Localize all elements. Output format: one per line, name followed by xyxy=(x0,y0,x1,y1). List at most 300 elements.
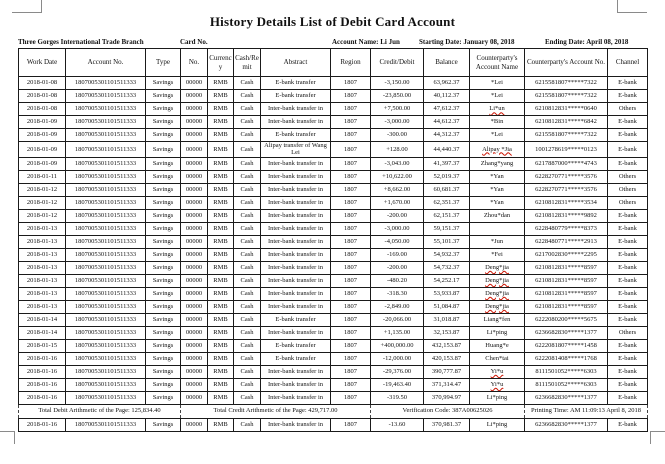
cell-abstract: Inter-bank transfer in xyxy=(261,287,331,300)
cell-cash-remit: Cash xyxy=(234,170,261,183)
cell-currency: RMB xyxy=(208,365,234,378)
cell-abstract: Inter-bank transfer in xyxy=(261,196,331,209)
cell-balance: 40,112.37 xyxy=(424,90,470,103)
cell-type: Savings xyxy=(146,222,181,235)
cell-channel: E-bank xyxy=(608,222,648,235)
cell-no: 00000 xyxy=(181,157,208,170)
cell-no: 00000 xyxy=(181,287,208,300)
table-row xyxy=(19,391,648,404)
cell-abstract: Inter-bank transfer in xyxy=(261,222,331,235)
cell-type: Savings xyxy=(146,77,181,90)
cell-work-date: 2018-01-13 xyxy=(19,287,66,300)
cell-balance: 370,981.37 xyxy=(424,418,470,431)
cell-channel: E-bank xyxy=(608,261,648,274)
table-row xyxy=(19,352,648,365)
cell-counterparty-account-no: 1001278619*****0123 xyxy=(525,142,608,158)
cell-cash-remit: Cash xyxy=(234,103,261,116)
cell-counterparty-account-no: 6222081408*****1768 xyxy=(525,352,608,365)
cell-no: 00000 xyxy=(181,103,208,116)
cell-region: 1807 xyxy=(331,129,371,142)
cell-balance: 370,994.97 xyxy=(424,391,470,404)
cell-cash-remit: Cash xyxy=(234,326,261,339)
col-header-counterparty-name: Counterparty's Account Name xyxy=(470,49,525,77)
cell-credit-debit: +8,662.00 xyxy=(371,183,424,196)
cell-credit-debit: +1,670.00 xyxy=(371,196,424,209)
cell-region: 1807 xyxy=(331,300,371,313)
cell-balance: 32,153.87 xyxy=(424,326,470,339)
cell-no: 00000 xyxy=(181,339,208,352)
cell-currency: RMB xyxy=(208,90,234,103)
col-header-counterparty-account-no: Counterparty's Account No. xyxy=(525,49,608,77)
col-header-work-date: Work Date xyxy=(19,49,66,77)
cell-work-date: 2018-01-16 xyxy=(19,391,66,404)
cell-work-date: 2018-01-13 xyxy=(19,261,66,274)
table-row xyxy=(19,129,648,142)
cell-abstract: Inter-bank transfer in xyxy=(261,261,331,274)
cell-work-date: 2018-01-08 xyxy=(19,77,66,90)
cell-region: 1807 xyxy=(331,77,371,90)
table-row xyxy=(19,326,648,339)
cell-balance: 371,314.47 xyxy=(424,378,470,391)
cell-currency: RMB xyxy=(208,116,234,129)
table-header-row xyxy=(19,49,648,77)
cell-account-no: 1807005301101511333 xyxy=(66,129,146,142)
cell-cash-remit: Cash xyxy=(234,183,261,196)
cell-currency: RMB xyxy=(208,313,234,326)
cell-account-no: 1807005301101511333 xyxy=(66,183,146,196)
cell-region: 1807 xyxy=(331,157,371,170)
cell-type: Savings xyxy=(146,365,181,378)
page-title: History Details List of Debit Card Account xyxy=(209,14,456,29)
cell-abstract: Inter-bank transfer in xyxy=(261,300,331,313)
cell-counterparty-account-no: 6222081807*****1458 xyxy=(525,339,608,352)
cell-balance: 44,612.37 xyxy=(424,116,470,129)
cell-region: 1807 xyxy=(331,339,371,352)
cell-work-date: 2018-01-12 xyxy=(19,209,66,222)
cell-currency: RMB xyxy=(208,157,234,170)
card-no-label: Card No. xyxy=(180,38,208,46)
cell-cash-remit: Cash xyxy=(234,196,261,209)
cell-account-no: 1807005301101511333 xyxy=(66,209,146,222)
cell-channel: E-bank xyxy=(608,313,648,326)
cell-balance: 54,252.17 xyxy=(424,274,470,287)
cell-type: Savings xyxy=(146,391,181,404)
cell-counterparty-account-no: 6217002830*****2295 xyxy=(525,248,608,261)
cell-abstract: E-bank transfer xyxy=(261,129,331,142)
col-header-channel: Channel xyxy=(608,49,648,77)
cell-channel: E-bank xyxy=(608,142,648,158)
cell-account-no: 1807005301101511333 xyxy=(66,170,146,183)
starting-date: Starting Date: January 08, 2018 xyxy=(419,38,515,46)
total-debit: Total Debit Arithmetic of the Page: 125,834.40 xyxy=(19,404,181,418)
table-row xyxy=(19,300,648,313)
cell-counterparty-account-no: 6210812831*****8597 xyxy=(525,261,608,274)
col-header-credit-debit: Credit/Debit xyxy=(371,49,424,77)
cell-no: 00000 xyxy=(181,300,208,313)
cell-abstract: Inter-bank transfer in xyxy=(261,274,331,287)
cell-counterparty-account-no: 6228480779*****8373 xyxy=(525,222,608,235)
cell-balance: 51,084.87 xyxy=(424,300,470,313)
cell-account-no: 1807005301101511333 xyxy=(66,116,146,129)
cell-abstract: Inter-bank transfer in xyxy=(261,235,331,248)
cell-work-date: 2018-01-16 xyxy=(19,365,66,378)
cell-region: 1807 xyxy=(331,326,371,339)
cell-account-no: 1807005301101511333 xyxy=(66,274,146,287)
cell-no: 00000 xyxy=(181,391,208,404)
cell-region: 1807 xyxy=(331,170,371,183)
cell-region: 1807 xyxy=(331,90,371,103)
cell-credit-debit: -318.30 xyxy=(371,287,424,300)
cell-account-no: 1807005301101511333 xyxy=(66,77,146,90)
cell-region: 1807 xyxy=(331,274,371,287)
cell-work-date: 2018-01-16 xyxy=(19,418,66,431)
cell-region: 1807 xyxy=(331,116,371,129)
table-row xyxy=(19,170,648,183)
cell-channel: Others xyxy=(608,196,648,209)
cell-type: Savings xyxy=(146,90,181,103)
cell-balance: 62,351.37 xyxy=(424,196,470,209)
col-header-cash-remit: Cash/Remit xyxy=(234,49,261,77)
cell-no: 00000 xyxy=(181,129,208,142)
cell-currency: RMB xyxy=(208,129,234,142)
cell-counterparty-name: Zhang*yang xyxy=(470,157,525,170)
cell-credit-debit: -12,000.00 xyxy=(371,352,424,365)
cell-region: 1807 xyxy=(331,261,371,274)
cell-account-no: 1807005301101511333 xyxy=(66,222,146,235)
cell-cash-remit: Cash xyxy=(234,365,261,378)
cell-balance: 53,933.87 xyxy=(424,287,470,300)
cell-account-no: 1807005301101511333 xyxy=(66,196,146,209)
cell-currency: RMB xyxy=(208,326,234,339)
cell-channel: E-bank xyxy=(608,77,648,90)
cell-abstract: Inter-bank transfer in xyxy=(261,209,331,222)
cell-credit-debit: -23,850.00 xyxy=(371,90,424,103)
cell-region: 1807 xyxy=(331,365,371,378)
cell-balance: 44,312.37 xyxy=(424,129,470,142)
cell-abstract: Inter-bank transfer in xyxy=(261,157,331,170)
cell-type: Savings xyxy=(146,142,181,158)
cell-counterparty-account-no: 6228270771*****3576 xyxy=(525,183,608,196)
cell-account-no: 1807005301101511333 xyxy=(66,339,146,352)
table-row xyxy=(19,157,648,170)
cell-channel: E-bank xyxy=(608,116,648,129)
cell-channel: E-bank xyxy=(608,248,648,261)
cell-credit-debit: -20,066.00 xyxy=(371,313,424,326)
cell-currency: RMB xyxy=(208,103,234,116)
cell-balance: 47,612.37 xyxy=(424,103,470,116)
cell-cash-remit: Cash xyxy=(234,248,261,261)
cell-currency: RMB xyxy=(208,248,234,261)
cell-abstract: Inter-bank transfer in xyxy=(261,183,331,196)
cell-balance: 60,681.37 xyxy=(424,183,470,196)
cell-currency: RMB xyxy=(208,287,234,300)
cell-counterparty-account-no: 6210812831*****8597 xyxy=(525,274,608,287)
cell-counterparty-name: Alipay *Jia xyxy=(470,142,525,158)
cell-counterparty-account-no: 6215581807*****7322 xyxy=(525,90,608,103)
cell-counterparty-name: Zhou*dan xyxy=(470,209,525,222)
cell-type: Savings xyxy=(146,103,181,116)
cell-counterparty-name: Deng*jia xyxy=(470,274,525,287)
table-row xyxy=(19,339,648,352)
cell-channel: E-bank xyxy=(608,391,648,404)
branch-name: Three Gorges International Trade Branch xyxy=(18,38,144,46)
cell-channel: Others xyxy=(608,183,648,196)
cell-counterparty-name: *Jun xyxy=(470,235,525,248)
cell-balance: 52,019.37 xyxy=(424,170,470,183)
cell-work-date: 2018-01-08 xyxy=(19,103,66,116)
table-row xyxy=(19,235,648,248)
cell-counterparty-name: Deng*jia xyxy=(470,261,525,274)
cell-type: Savings xyxy=(146,261,181,274)
cell-work-date: 2018-01-13 xyxy=(19,248,66,261)
table-row xyxy=(19,142,648,158)
cell-channel: Others xyxy=(608,326,648,339)
cell-type: Savings xyxy=(146,339,181,352)
cell-cash-remit: Cash xyxy=(234,157,261,170)
cell-no: 00000 xyxy=(181,196,208,209)
cell-no: 00000 xyxy=(181,365,208,378)
cell-work-date: 2018-01-16 xyxy=(19,378,66,391)
cell-currency: RMB xyxy=(208,209,234,222)
cell-account-no: 1807005301101511333 xyxy=(66,378,146,391)
transactions-table xyxy=(18,48,648,432)
cell-counterparty-account-no: 8111501052*****6303 xyxy=(525,378,608,391)
cell-type: Savings xyxy=(146,326,181,339)
table-row xyxy=(19,196,648,209)
cell-abstract: E-bank transfer xyxy=(261,313,331,326)
cell-credit-debit: -480.20 xyxy=(371,274,424,287)
cell-cash-remit: Cash xyxy=(234,235,261,248)
table-row xyxy=(19,365,648,378)
cell-account-no: 1807005301101511333 xyxy=(66,235,146,248)
cell-counterparty-name xyxy=(470,222,525,235)
cell-counterparty-account-no: 8111501052*****6303 xyxy=(525,365,608,378)
cell-channel: E-bank xyxy=(608,300,648,313)
cell-counterparty-account-no: 6210812831*****6842 xyxy=(525,116,608,129)
cell-counterparty-name: Huang*e xyxy=(470,339,525,352)
cell-cash-remit: Cash xyxy=(234,418,261,431)
cell-account-no: 1807005301101511333 xyxy=(66,90,146,103)
cell-work-date: 2018-01-12 xyxy=(19,196,66,209)
cell-cash-remit: Cash xyxy=(234,129,261,142)
cell-type: Savings xyxy=(146,378,181,391)
cell-channel: Others xyxy=(608,170,648,183)
info-bar xyxy=(0,38,665,48)
cell-no: 00000 xyxy=(181,235,208,248)
cell-counterparty-account-no: 6210812831*****8597 xyxy=(525,287,608,300)
cell-currency: RMB xyxy=(208,300,234,313)
table-row xyxy=(19,209,648,222)
cell-balance: 54,932.37 xyxy=(424,248,470,261)
cell-type: Savings xyxy=(146,235,181,248)
cell-no: 00000 xyxy=(181,418,208,431)
table-row xyxy=(19,183,648,196)
cell-region: 1807 xyxy=(331,313,371,326)
cell-work-date: 2018-01-13 xyxy=(19,235,66,248)
table-row xyxy=(19,378,648,391)
cell-currency: RMB xyxy=(208,235,234,248)
cell-balance: 31,018.87 xyxy=(424,313,470,326)
cell-no: 00000 xyxy=(181,116,208,129)
cell-counterparty-name: *Lei xyxy=(470,129,525,142)
cell-channel: E-bank xyxy=(608,209,648,222)
cell-cash-remit: Cash xyxy=(234,142,261,158)
cell-type: Savings xyxy=(146,183,181,196)
cell-counterparty-name: *Fei xyxy=(470,248,525,261)
cell-counterparty-account-no: 6215581807*****7322 xyxy=(525,77,608,90)
cell-region: 1807 xyxy=(331,235,371,248)
cell-credit-debit: -3,043.00 xyxy=(371,157,424,170)
cell-balance: 44,440.37 xyxy=(424,142,470,158)
cell-abstract: Inter-bank transfer in xyxy=(261,326,331,339)
total-credit: Total Credit Arithmetic of the Page: 429,717.00 xyxy=(181,404,371,418)
cell-balance: 59,151.37 xyxy=(424,222,470,235)
cell-region: 1807 xyxy=(331,222,371,235)
page-totals-row xyxy=(19,404,648,418)
table-row xyxy=(19,261,648,274)
cell-currency: RMB xyxy=(208,196,234,209)
table-row xyxy=(19,313,648,326)
cell-counterparty-account-no: 6210812831*****9892 xyxy=(525,209,608,222)
cell-currency: RMB xyxy=(208,261,234,274)
cell-cash-remit: Cash xyxy=(234,90,261,103)
cell-channel: Others xyxy=(608,103,648,116)
cell-balance: 54,732.37 xyxy=(424,261,470,274)
cell-account-no: 1807005301101511333 xyxy=(66,313,146,326)
cell-work-date: 2018-01-16 xyxy=(19,352,66,365)
cell-credit-debit: -4,050.00 xyxy=(371,235,424,248)
cell-abstract: Inter-bank transfer in xyxy=(261,365,331,378)
cell-region: 1807 xyxy=(331,378,371,391)
cell-counterparty-account-no: 6228480771*****2913 xyxy=(525,235,608,248)
cell-currency: RMB xyxy=(208,183,234,196)
cell-no: 00000 xyxy=(181,261,208,274)
cell-type: Savings xyxy=(146,248,181,261)
cell-credit-debit: -2,849.00 xyxy=(371,300,424,313)
cell-credit-debit: -319.50 xyxy=(371,391,424,404)
cell-credit-debit: +400,000.00 xyxy=(371,339,424,352)
cell-type: Savings xyxy=(146,313,181,326)
cell-currency: RMB xyxy=(208,77,234,90)
cell-no: 00000 xyxy=(181,352,208,365)
col-header-type: Type xyxy=(146,49,181,77)
table-row xyxy=(19,90,648,103)
cell-counterparty-name: *Yan xyxy=(470,196,525,209)
cell-currency: RMB xyxy=(208,339,234,352)
cell-type: Savings xyxy=(146,157,181,170)
cell-no: 00000 xyxy=(181,142,208,158)
cell-cash-remit: Cash xyxy=(234,261,261,274)
cell-currency: RMB xyxy=(208,418,234,431)
cell-currency: RMB xyxy=(208,391,234,404)
table-row xyxy=(19,222,648,235)
crop-mark-top-right xyxy=(617,0,647,13)
cell-currency: RMB xyxy=(208,274,234,287)
ending-date: Ending Date: April 08, 2018 xyxy=(545,38,629,46)
cell-type: Savings xyxy=(146,287,181,300)
cell-work-date: 2018-01-09 xyxy=(19,142,66,158)
table-row xyxy=(19,418,648,431)
cell-no: 00000 xyxy=(181,248,208,261)
cell-account-no: 1807005301101511333 xyxy=(66,248,146,261)
cell-abstract: Inter-bank transfer in xyxy=(261,248,331,261)
cell-region: 1807 xyxy=(331,103,371,116)
cell-counterparty-name: Li*ping xyxy=(470,326,525,339)
col-header-currency: Currency xyxy=(208,49,234,77)
cell-credit-debit: -200.00 xyxy=(371,209,424,222)
cell-cash-remit: Cash xyxy=(234,77,261,90)
cell-cash-remit: Cash xyxy=(234,378,261,391)
cell-counterparty-name: *Bin xyxy=(470,116,525,129)
cell-no: 00000 xyxy=(181,378,208,391)
cell-credit-debit: -29,376.00 xyxy=(371,365,424,378)
cell-cash-remit: Cash xyxy=(234,339,261,352)
cell-abstract: E-bank transfer xyxy=(261,90,331,103)
col-header-region: Region xyxy=(331,49,371,77)
cell-work-date: 2018-01-13 xyxy=(19,300,66,313)
cell-credit-debit: -169.00 xyxy=(371,248,424,261)
cell-region: 1807 xyxy=(331,209,371,222)
cell-type: Savings xyxy=(146,418,181,431)
cell-account-no: 1807005301101511333 xyxy=(66,103,146,116)
cell-counterparty-name: *Lei xyxy=(470,90,525,103)
cell-counterparty-name: Li*ping xyxy=(470,418,525,431)
cell-work-date: 2018-01-09 xyxy=(19,116,66,129)
cell-channel: E-bank xyxy=(608,287,648,300)
cell-abstract: Inter-bank transfer in xyxy=(261,103,331,116)
cell-cash-remit: Cash xyxy=(234,222,261,235)
cell-no: 00000 xyxy=(181,90,208,103)
cell-abstract: Inter-bank transfer in xyxy=(261,378,331,391)
cell-type: Savings xyxy=(146,196,181,209)
cell-region: 1807 xyxy=(331,287,371,300)
cell-balance: 62,151.37 xyxy=(424,209,470,222)
cell-counterparty-name: Yi*u xyxy=(470,365,525,378)
table-row xyxy=(19,274,648,287)
crop-mark-bottom-left xyxy=(0,431,15,444)
crop-mark-top-left xyxy=(12,0,42,13)
cell-counterparty-account-no: 6217887000*****4743 xyxy=(525,157,608,170)
cell-cash-remit: Cash xyxy=(234,209,261,222)
cell-account-no: 1807005301101511333 xyxy=(66,365,146,378)
cell-abstract: Inter-bank transfer in xyxy=(261,116,331,129)
cell-counterparty-account-no: 6236682830*****1377 xyxy=(525,418,608,431)
table-row xyxy=(19,248,648,261)
verification-code: Verification Code: 387A00625026 xyxy=(371,404,525,418)
cell-no: 00000 xyxy=(181,170,208,183)
cell-work-date: 2018-01-14 xyxy=(19,326,66,339)
printing-time: Printing Time: AM 11:09:13 April 8, 2018 xyxy=(525,404,648,418)
cell-counterparty-name: Li*un xyxy=(470,103,525,116)
cell-no: 00000 xyxy=(181,209,208,222)
cell-work-date: 2018-01-09 xyxy=(19,157,66,170)
col-header-abstract: Abstract xyxy=(261,49,331,77)
cell-type: Savings xyxy=(146,170,181,183)
cell-no: 00000 xyxy=(181,222,208,235)
cell-credit-debit: -200.00 xyxy=(371,261,424,274)
cell-account-no: 1807005301101511333 xyxy=(66,391,146,404)
cell-counterparty-account-no: 6236682830*****1377 xyxy=(525,391,608,404)
cell-balance: 390,777.87 xyxy=(424,365,470,378)
cell-credit-debit: -300.00 xyxy=(371,129,424,142)
cell-abstract: Inter-bank transfer in xyxy=(261,418,331,431)
cell-cash-remit: Cash xyxy=(234,287,261,300)
cell-work-date: 2018-01-08 xyxy=(19,90,66,103)
cell-no: 00000 xyxy=(181,183,208,196)
cell-account-no: 1807005301101511333 xyxy=(66,157,146,170)
cell-account-no: 1807005301101511333 xyxy=(66,418,146,431)
cell-cash-remit: Cash xyxy=(234,116,261,129)
